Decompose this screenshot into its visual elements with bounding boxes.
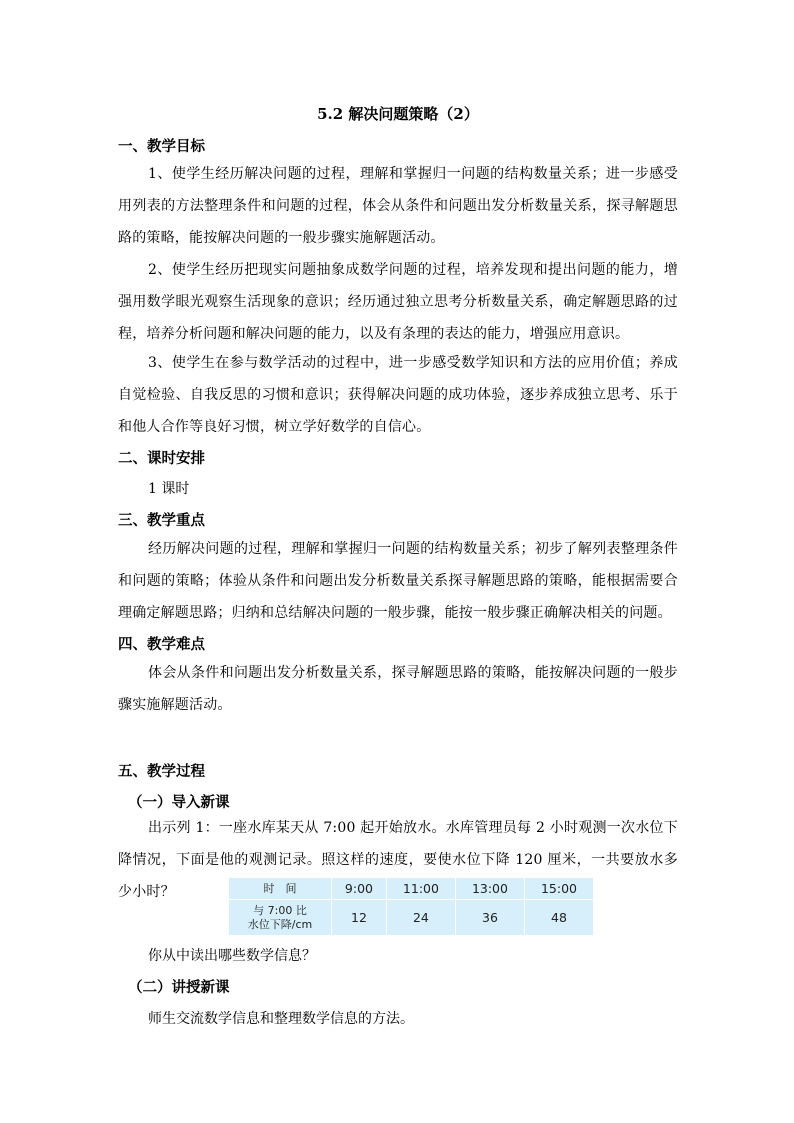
table-row [229, 900, 594, 936]
table-header-drop-line1: 与 7:00 比 [253, 903, 307, 917]
difficulties-text: 体会从条件和问题出发分析数量关系，探寻解题思路的策略，能按解决问题的一般步骤实施解题活动。 [118, 665, 678, 713]
question-text: 你从中读出哪些数学信息？ [148, 948, 316, 964]
table-header-drop [229, 900, 332, 936]
key-points-text: 经历解决问题的过程，理解和掌握归一问题的结构数量关系；初步了解列表整理条件和问题的策略；体验从条件和问题出发分析数量关系探寻解题思路的策略，能根据需要合理确定解题思路；归纳和总结解决问题的一般步骤，能按一般步骤正确解决相关的问题。 [118, 541, 678, 621]
observation-table [228, 877, 594, 936]
subheading-new-lesson: （二）讲授新课 [128, 979, 230, 996]
document-title: 5.2 解决问题策略（2） [317, 105, 479, 123]
table-cell-value: 36 [455, 900, 524, 936]
table-cell-value: 48 [524, 900, 593, 936]
table-cell-value: 24 [386, 900, 455, 936]
table-cell-time: 15:00 [524, 878, 593, 900]
table-cell-time: 9:00 [332, 878, 387, 900]
table-row [229, 878, 594, 900]
heading-key-points: 三、教学重点 [118, 512, 205, 529]
heading-difficulties: 四、教学难点 [118, 636, 205, 653]
heading-class-schedule: 二、课时安排 [118, 450, 205, 467]
table-cell-time: 11:00 [386, 878, 455, 900]
table-header-time: 时 间 [229, 878, 332, 900]
table-cell-time: 13:00 [455, 878, 524, 900]
heading-teaching-objectives: 一、教学目标 [118, 138, 205, 155]
example-problem: 出示列 1：一座水库某天从 7:00 起开始放水。水库管理员每 2 小时观测一次水位下降情况，下面是他的观测记录。照这样的速度，要使水位下降 120 厘米，一共要放水多少小时？ [118, 820, 678, 900]
table-header-drop-line2: 水位下降/cm [247, 917, 313, 931]
table-cell-value: 12 [332, 900, 387, 936]
objective-3: 3、使学生在参与数学活动的过程中，进一步感受数学知识和方法的应用价值；养成自觉检验、自我反思的习惯和意识；获得解决问题的成功体验，逐步养成独立思考、乐于和他人合作等良好习惯，树立学好数学的自信心。 [118, 355, 678, 435]
class-hours: 1 课时 [148, 481, 190, 497]
objective-1: 1、使学生经历解决问题的过程，理解和掌握归一问题的结构数量关系；进一步感受用列表的方法整理条件和问题的过程，体会从条件和问题出发分析数量关系，探寻解题思路的策略，能按解决问题的一般步骤实施解题活动。 [118, 166, 678, 246]
heading-teaching-process: 五、教学过程 [118, 763, 205, 780]
objective-2: 2、使学生经历把现实问题抽象成数学问题的过程，培养发现和提出问题的能力，增强用数学眼光观察生活现象的意识；经历通过独立思考分析数量关系，确定解题思路的过程，培养分析问题和解决问题的能力，以及有条理的表达的能力，增强应用意识。 [118, 262, 678, 342]
closing-text: 师生交流数学信息和整理数学信息的方法。 [148, 1011, 414, 1027]
subheading-intro: （一）导入新课 [128, 794, 230, 811]
